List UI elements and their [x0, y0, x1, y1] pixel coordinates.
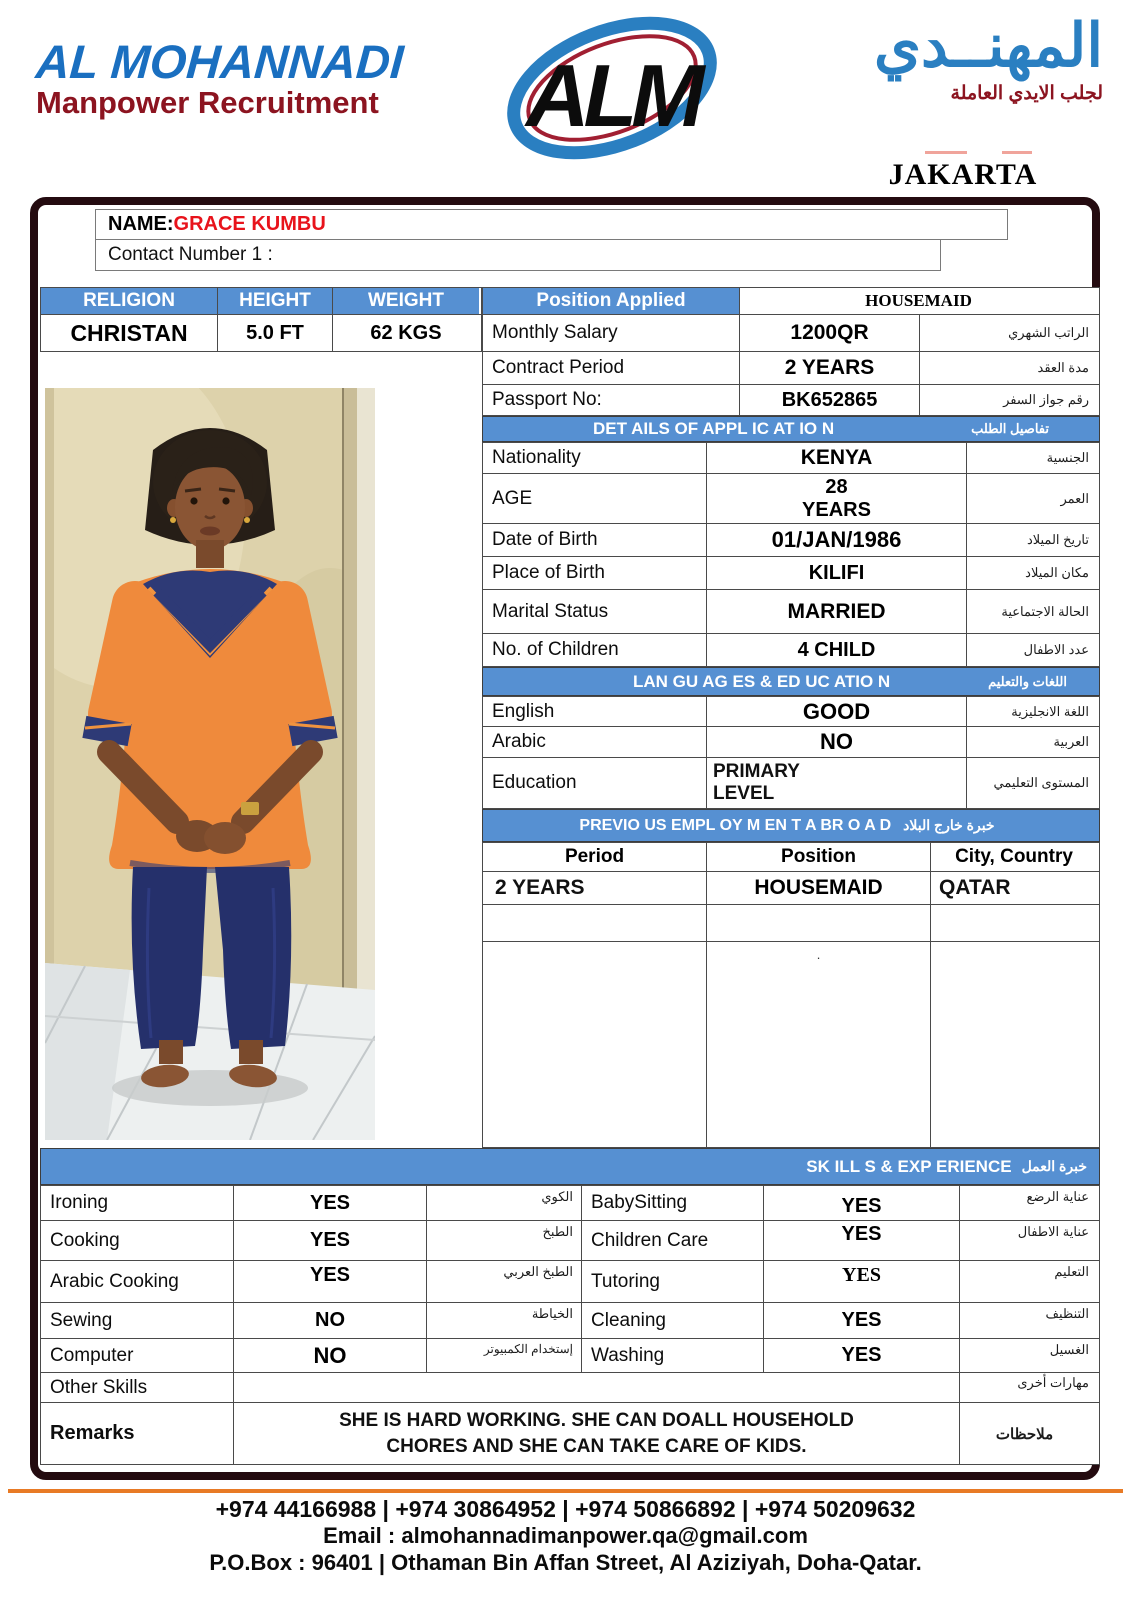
ironing-value: YES — [234, 1186, 427, 1220]
pob-row — [482, 557, 1100, 590]
details-title-arabic: تفاصيل الطلب — [971, 421, 1049, 436]
arabic-cooking-label: Arabic Cooking — [41, 1261, 234, 1302]
babysitting-value: YES — [764, 1186, 960, 1220]
babysitting-label: BabySitting — [582, 1186, 764, 1220]
english-arabic: اللغة الانجليزية — [1011, 703, 1089, 719]
arabic-lang-arabic: العربية — [1053, 734, 1089, 749]
contract-arabic: مدة العقد — [1037, 360, 1089, 375]
weight-value: 62 KGS — [370, 321, 442, 344]
skills-row-5 — [40, 1339, 1100, 1373]
passport-label: Passport No: — [483, 385, 740, 415]
marital-value: MARRIED — [707, 590, 967, 633]
employment-period: 2 YEARS — [483, 872, 707, 904]
passport-row — [482, 385, 1100, 416]
computer-arabic: إستخدام الكمبيوتر — [427, 1339, 582, 1372]
employment-position: HOUSEMAID — [707, 872, 931, 904]
childrencare-label: Children Care — [582, 1221, 764, 1260]
position-col-header: Position — [707, 843, 931, 871]
employment-row-2 — [482, 905, 1100, 942]
brand-name: AL MOHANNADI — [34, 35, 406, 88]
education-label: Education — [483, 758, 707, 808]
employment-row-1 — [482, 872, 1100, 905]
city-country-header: City, Country — [955, 846, 1073, 867]
remarks-row — [40, 1403, 1100, 1465]
salary-value: 1200QR — [740, 315, 920, 351]
alm-logo — [492, 4, 730, 176]
age-value-unit: YEARS — [802, 498, 871, 521]
marital-arabic: الحالة الاجتماعية — [1001, 603, 1089, 619]
location-title: JAKARTA — [888, 158, 1038, 191]
education-value2: LEVEL — [713, 783, 775, 804]
education-value: PRIMARY — [713, 761, 800, 783]
age-row — [482, 474, 1100, 524]
skills-row-4 — [40, 1303, 1100, 1339]
remarks-arabic: ملاحظات — [995, 1425, 1054, 1443]
arabic-lang-label: Arabic — [483, 727, 707, 757]
cleaning-value: YES — [764, 1303, 960, 1338]
cooking-arabic: الطبخ — [427, 1221, 582, 1260]
alm-logo-text: ALM — [526, 46, 699, 145]
tutoring-label: Tutoring — [582, 1261, 764, 1302]
sewing-value: NO — [234, 1303, 427, 1338]
skills-title-arabic: خبرة العمل — [1021, 1158, 1087, 1174]
cooking-value: YES — [234, 1221, 427, 1260]
contact-label: Contact Number 1 : — [108, 244, 273, 265]
pob-value: KILIFI — [707, 557, 967, 589]
position-label: Position Applied — [483, 288, 740, 314]
religion-header: RELIGION — [41, 288, 218, 314]
employment-country-empty2 — [931, 942, 1097, 1147]
pob-label: Place of Birth — [483, 557, 707, 589]
english-row — [482, 696, 1100, 727]
washing-label: Washing — [582, 1339, 764, 1372]
brand-arabic-block — [725, 12, 1103, 105]
employment-title: PREVIO US EMPL OY M EN T A BR O A D — [579, 816, 892, 834]
red-mark — [925, 151, 967, 154]
dob-label: Date of Birth — [483, 524, 707, 556]
dob-value: 01/JAN/1986 — [707, 524, 967, 556]
marital-label: Marital Status — [483, 590, 707, 633]
employment-section-header — [482, 809, 1100, 842]
other-skills-arabic: مهارات أخرى — [1017, 1375, 1089, 1390]
salary-row — [482, 315, 1100, 352]
babysitting-arabic: عناية الرضع — [1026, 1189, 1089, 1204]
vitals-header-row — [40, 287, 482, 315]
candidate-photo — [45, 388, 375, 1140]
contract-label: Contract Period — [483, 352, 740, 384]
employment-position-empty — [707, 905, 931, 941]
contact-row — [95, 240, 941, 271]
nationality-arabic: الجنسية — [1046, 450, 1089, 465]
brand-arabic-sub: لجلب الايدي العاملة — [950, 83, 1103, 104]
education-arabic: المستوى التعليمي — [993, 775, 1089, 790]
languages-title-arabic: اللغات والتعليم — [988, 673, 1067, 689]
employment-period-empty — [483, 905, 707, 941]
cooking-label: Cooking — [41, 1221, 234, 1260]
footer-phones: +974 44166988 | +974 30864952 | +974 50866892 | +974 50209632 — [215, 1496, 916, 1522]
english-label: English — [483, 697, 707, 726]
contract-value: 2 YEARS — [740, 352, 920, 384]
arabic-lang-row — [482, 727, 1100, 758]
education-row — [482, 758, 1100, 809]
nationality-label: Nationality — [483, 443, 707, 473]
employment-period-empty2 — [483, 942, 707, 1147]
age-arabic: العمر — [1060, 490, 1089, 506]
name-row — [95, 209, 1008, 240]
salary-arabic: الراتب الشهري — [1008, 325, 1089, 340]
sewing-arabic: الخياطة — [427, 1303, 582, 1338]
arabic-cooking-arabic: الطبخ العربي — [427, 1261, 582, 1302]
details-section-header — [482, 416, 1100, 442]
nationality-row — [482, 442, 1100, 474]
age-value: 28 — [825, 475, 848, 498]
name-label: NAME: — [108, 213, 174, 235]
height-header: HEIGHT — [218, 288, 333, 314]
employment-country-empty — [931, 905, 1097, 941]
computer-label: Computer — [41, 1339, 234, 1372]
salary-label: Monthly Salary — [483, 315, 740, 351]
pob-arabic: مكان الميلاد — [1025, 565, 1089, 580]
skills-title: SK ILL S & EXP ERIENCE — [806, 1156, 1012, 1176]
ironing-label: Ironing — [41, 1186, 234, 1220]
tutoring-arabic: التعليم — [1054, 1264, 1089, 1279]
arabic-lang-value: NO — [707, 727, 967, 757]
skills-row-2 — [40, 1221, 1100, 1261]
position-header-row — [482, 287, 1100, 315]
cleaning-label: Cleaning — [582, 1303, 764, 1338]
age-label: AGE — [483, 474, 707, 523]
employment-country: QATAR — [939, 876, 1011, 899]
childrencare-arabic: عناية الاطفال — [1017, 1224, 1089, 1239]
employment-row-3 — [482, 942, 1100, 1148]
languages-title: LAN GU AG ES & ED UC ATIO N — [633, 671, 891, 691]
passport-arabic: رقم جواز السفر — [1003, 392, 1089, 407]
red-mark — [1002, 151, 1032, 154]
children-value: 4 CHILD — [707, 634, 967, 666]
other-skills-row — [40, 1373, 1100, 1403]
position-value: HOUSEMAID — [865, 291, 972, 310]
nationality-value: KENYA — [707, 443, 967, 473]
name-value: GRACE KUMBU — [173, 213, 326, 235]
footer-email: Email : almohannadimanpower.qa@gmail.com — [323, 1523, 808, 1548]
details-title: DET AILS OF APPL IC AT IO N — [593, 419, 835, 438]
skills-row-3 — [40, 1261, 1100, 1303]
marital-row — [482, 590, 1100, 634]
ironing-arabic: الكوي — [427, 1186, 582, 1220]
cleaning-arabic: التنظيف — [1045, 1306, 1089, 1321]
dob-row — [482, 524, 1100, 557]
dob-arabic: تاريخ الميلاد — [1026, 532, 1089, 547]
other-skills-label: Other Skills — [41, 1373, 234, 1402]
english-value: GOOD — [707, 697, 967, 726]
skills-row-1 — [40, 1185, 1100, 1221]
children-label: No. of Children — [483, 634, 707, 666]
washing-value: YES — [764, 1339, 960, 1372]
languages-section-header — [482, 667, 1100, 696]
footer-address: P.O.Box : 96401 | Othaman Bin Affan Street, Al Aziziyah, Doha-Qatar. — [209, 1550, 922, 1575]
brand-block — [34, 34, 406, 121]
sewing-label: Sewing — [41, 1303, 234, 1338]
skills-section-header — [40, 1148, 1100, 1185]
period-header: Period — [483, 843, 707, 871]
other-skills-value — [234, 1373, 960, 1402]
washing-arabic: الغسيل — [1049, 1342, 1089, 1357]
remarks-label: Remarks — [41, 1403, 234, 1464]
childrencare-value: YES — [764, 1221, 960, 1260]
height-value: 5.0 FT — [218, 315, 333, 351]
passport-value: BK652865 — [740, 385, 920, 415]
contract-row — [482, 352, 1100, 385]
children-arabic: عدد الاطفال — [1023, 642, 1089, 657]
computer-value: NO — [234, 1339, 427, 1372]
employment-dot: · — [707, 942, 931, 1147]
weight-header: WEIGHT — [333, 288, 479, 314]
employment-header-row — [482, 842, 1100, 872]
brand-subtitle: Manpower Recruitment — [36, 85, 379, 120]
footer-divider — [8, 1489, 1123, 1493]
remarks-value: SHE IS HARD WORKING. SHE CAN DOALL HOUSEHOLD CHORES AND SHE CAN TAKE CARE OF KIDS. — [234, 1403, 960, 1464]
brand-arabic: المهنــدي — [873, 12, 1103, 79]
employment-title-arabic: خبرة خارج البلاد — [903, 817, 995, 833]
arabic-cooking-value: YES — [234, 1261, 427, 1302]
vitals-values-row — [40, 315, 482, 352]
children-row — [482, 634, 1100, 667]
religion-value: CHRISTAN — [41, 315, 218, 351]
tutoring-value: YES — [764, 1261, 960, 1302]
